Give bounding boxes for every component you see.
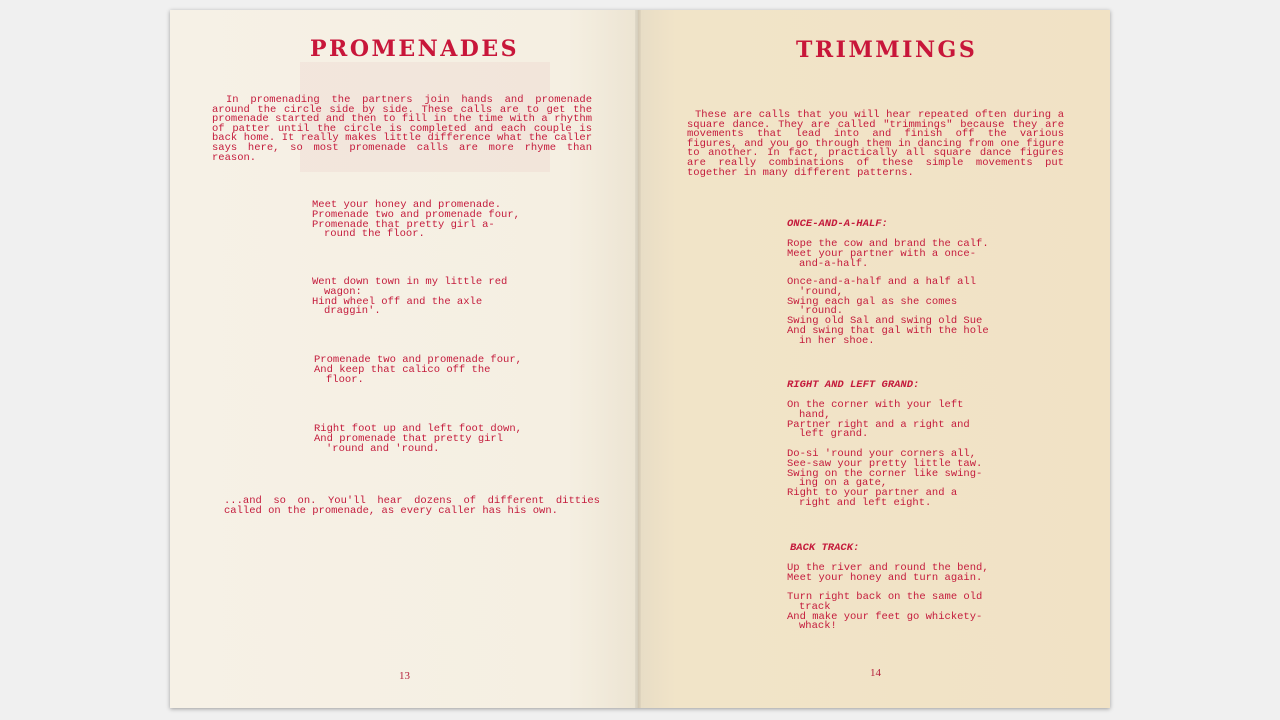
once-and-a-half-stanza-1: [787, 240, 989, 269]
page-number: 14: [870, 667, 881, 679]
verse-line: Right to your partner and a: [787, 487, 958, 500]
section-heading-back-track: BACK TRACK:: [790, 542, 860, 554]
promenades-closing: ...and so on. You'll hear dozens of different ditties called on the promenade, as every caller has his own.: [224, 495, 600, 517]
verse-line: Went down town in my little red: [312, 276, 508, 288]
back-track-stanza-2: [787, 593, 982, 632]
verse-line: Swing each gal as she comes: [787, 295, 958, 308]
verse-line: Meet your honey and turn again.: [787, 571, 983, 584]
verse-line: 'round.: [799, 305, 844, 318]
section-heading-once-and-a-half: ONCE-AND-A-HALF:: [787, 218, 888, 230]
verse-line: Hind wheel off and the axle: [312, 295, 483, 308]
verse-line: Swing on the corner like swing-: [787, 467, 983, 480]
verse-line: round the floor.: [324, 228, 425, 241]
verse-line: hand,: [799, 408, 831, 421]
verse-line: wagon:: [324, 285, 362, 298]
verse-line: right and left eight.: [799, 496, 932, 509]
page-title-trimmings: TRIMMINGS: [796, 37, 978, 63]
verse-line: Promenade two and promenade four,: [314, 354, 522, 366]
verse-line: Promenade that pretty girl a-: [312, 218, 495, 231]
trimmings-intro: These are calls that you will hear repeated often during a square dance. They are called "trimmings" because they are movements that lead into and finish off the various figures, and you go through them in dancing from one figure to another. In fact, practically all square dance figures are really combinations of these simple movements put together in many different patterns.: [687, 109, 1064, 179]
verse-line: 'round and 'round.: [326, 442, 440, 455]
verse-line: And keep that calico off the: [314, 363, 491, 376]
verse-line: Partner right and a right and: [787, 418, 970, 431]
once-and-a-half-stanza-2: [787, 278, 989, 347]
book-gutter: [635, 10, 641, 708]
verse-line: draggin'.: [324, 305, 381, 318]
verse-line: Turn right back on the same old: [787, 591, 983, 603]
right-and-left-grand-stanza-2: [787, 450, 982, 509]
verse-line: Do-si 'round your corners all,: [787, 448, 977, 460]
promenade-verse-4: [314, 425, 522, 454]
verse-line: And make your feet go whickety-: [787, 610, 983, 623]
section-heading-right-and-left-grand: RIGHT AND LEFT GRAND:: [787, 379, 920, 391]
verse-line: ing on a gate,: [799, 477, 888, 490]
verse-line: Right foot up and left foot down,: [314, 423, 522, 435]
verse-line: See-saw your pretty little taw.: [787, 457, 983, 470]
verse-line: On the corner with your left: [787, 399, 964, 411]
promenade-verse-2: [312, 278, 507, 317]
verse-line: track: [799, 600, 831, 613]
verse-line: floor.: [326, 373, 364, 386]
verse-line: left grand.: [799, 428, 869, 441]
right-and-left-grand-stanza-1: [787, 401, 970, 440]
verse-line: in her shoe.: [799, 334, 875, 347]
verse-line: Meet your honey and promenade.: [312, 199, 502, 211]
verse-line: Up the river and round the bend,: [787, 562, 989, 574]
verse-line: And swing that gal with the hole: [787, 324, 989, 337]
verse-line: 'round,: [799, 285, 844, 298]
page-number: 13: [399, 670, 410, 682]
back-track-stanza-1: [787, 564, 989, 584]
right-page: [638, 10, 1110, 708]
verse-line: Swing old Sal and swing old Sue: [787, 315, 983, 328]
promenade-verse-1: [312, 201, 520, 240]
verse-line: Rope the cow and brand the calf.: [787, 238, 989, 250]
verse-line: whack!: [799, 620, 837, 633]
verse-line: Promenade two and promenade four,: [312, 208, 520, 221]
promenades-intro: In promenading the partners join hands and promenade around the circle side by side. These calls are to get the promenade started and then to fill in the time with a rhythm of patter until the circle is completed and each couple is back home. It really makes little difference what the caller says here, so most promenade calls are more rhyme than reason.: [212, 94, 592, 164]
left-page: [170, 10, 638, 708]
book-spread: [170, 10, 1110, 708]
promenade-verse-3: [314, 356, 522, 385]
verse-line: and-a-half.: [799, 257, 869, 270]
verse-line: Once-and-a-half and a half all: [787, 276, 977, 288]
page-title-promenades: PROMENADES: [310, 36, 520, 62]
verse-line: And promenade that pretty girl: [314, 432, 504, 445]
verse-line: Meet your partner with a once-: [787, 247, 977, 260]
